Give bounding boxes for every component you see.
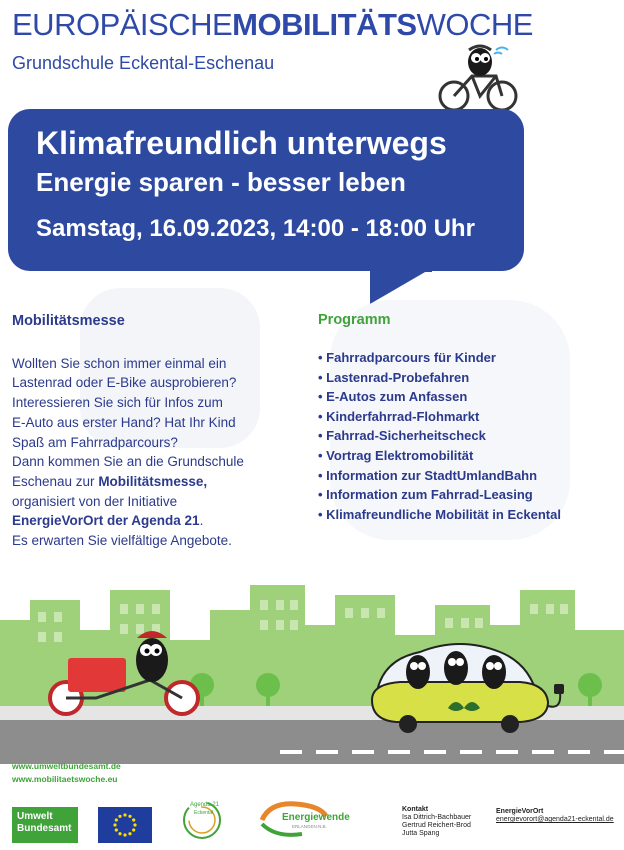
programm-list	[318, 348, 618, 524]
link-umweltbundesamt[interactable]: www.umweltbundesamt.de	[12, 761, 121, 771]
contact-name: Isa Dittrich-Bachbauer	[402, 814, 472, 821]
programm-item: • Lastenrad-Probefahren	[318, 368, 618, 388]
messe-line: Spaß am Fahrradparcours?	[12, 434, 178, 450]
messe-line: Dann kommen Sie an die Grundschule	[12, 454, 244, 470]
headline-bubble	[8, 109, 524, 271]
programm-item: • Information zur StadtUmlandBahn	[318, 466, 618, 486]
programm-item: • Vortrag Elektromobilität	[318, 446, 618, 466]
programm-item: • Fahrrad-Sicherheitscheck	[318, 426, 618, 446]
programm-item: • Information zum Fahrrad-Leasing	[318, 485, 618, 505]
agenda21-sub: Eckental	[194, 810, 214, 816]
agenda21-logo	[174, 796, 234, 842]
programm-item: • Klimafreundliche Mobilität in Eckental	[318, 505, 618, 525]
messe-line	[12, 472, 282, 492]
programm-item: • Fahrradparcours für Kinder	[318, 348, 618, 368]
initiative-highlight: EnergieVorOrt der Agenda 21	[12, 513, 200, 529]
energiewende-logo	[256, 798, 350, 840]
event-subtitle: Energie sparen - besser leben	[36, 167, 406, 197]
messe-closing: Es erwarten Sie vielfältige Angebote.	[12, 533, 232, 549]
uba-line1: Umwelt	[17, 811, 53, 822]
contact-name: Jutta Spang	[402, 830, 440, 837]
programm-section	[318, 312, 618, 524]
contact-block	[402, 806, 471, 838]
contact-name: Gertrud Reichert-Brod	[402, 822, 471, 829]
header-title-part3: WOCHE	[416, 7, 533, 42]
programm-item: • E-Autos zum Anfassen	[318, 387, 618, 407]
messe-line	[12, 511, 282, 531]
messe-line: Interessieren Sie sich für Infos zum	[12, 395, 223, 411]
uba-line2: Bundesamt	[17, 823, 72, 834]
messe-section	[12, 312, 282, 551]
city-illustration	[0, 580, 624, 780]
energievorort-title: EnergieVorOrt	[496, 808, 544, 815]
contact-title: Kontakt	[402, 806, 429, 813]
link-mobilitaetswoche[interactable]: www.mobilitaetswoche.eu	[12, 774, 118, 784]
agenda21-label: Agenda 21	[190, 802, 220, 808]
header-title-part1: EUROPÄISCHE	[12, 7, 233, 42]
links-block	[12, 760, 121, 786]
messe-line-start: Eschenau zur	[12, 473, 99, 489]
messe-line: E-Auto aus erster Hand? Hat Ihr Kind	[12, 414, 236, 430]
school-name: Grundschule Eckental-Eschenau	[12, 53, 275, 73]
eu-flag-icon	[98, 807, 152, 843]
initiative-dot: .	[199, 513, 204, 529]
energiewende-sub: ERLANGEN.N.B.	[292, 824, 327, 829]
header-title-part2: MOBILITÄTS	[232, 7, 417, 42]
programm-title: Programm	[318, 312, 391, 328]
event-date: Samstag, 16.09.2023, 14:00 - 18:00 Uhr	[36, 215, 475, 242]
bubble-tail	[370, 268, 432, 304]
header-title	[12, 8, 533, 42]
messe-line: organisiert von der Initiative	[12, 493, 178, 509]
messe-line: Wollten Sie schon immer einmal ein	[12, 355, 227, 371]
messe-title: Mobilitätsmesse	[12, 313, 125, 329]
mascot-bicycle-icon	[436, 40, 520, 112]
energievorort-email[interactable]: energievorort@agenda21-eckental.de	[496, 816, 614, 823]
messe-line: Lastenrad oder E-Bike ausprobieren?	[12, 375, 237, 391]
energiewende-label: Energiewende	[282, 812, 350, 823]
event-title: Klimafreundlich unterwegs	[36, 125, 447, 161]
messe-highlight: Mobilitätsmesse,	[98, 473, 208, 489]
road	[0, 720, 624, 764]
programm-item: • Kinderfahrrad-Flohmarkt	[318, 407, 618, 427]
umweltbundesamt-logo	[12, 807, 78, 843]
energievorort-block	[496, 808, 614, 824]
